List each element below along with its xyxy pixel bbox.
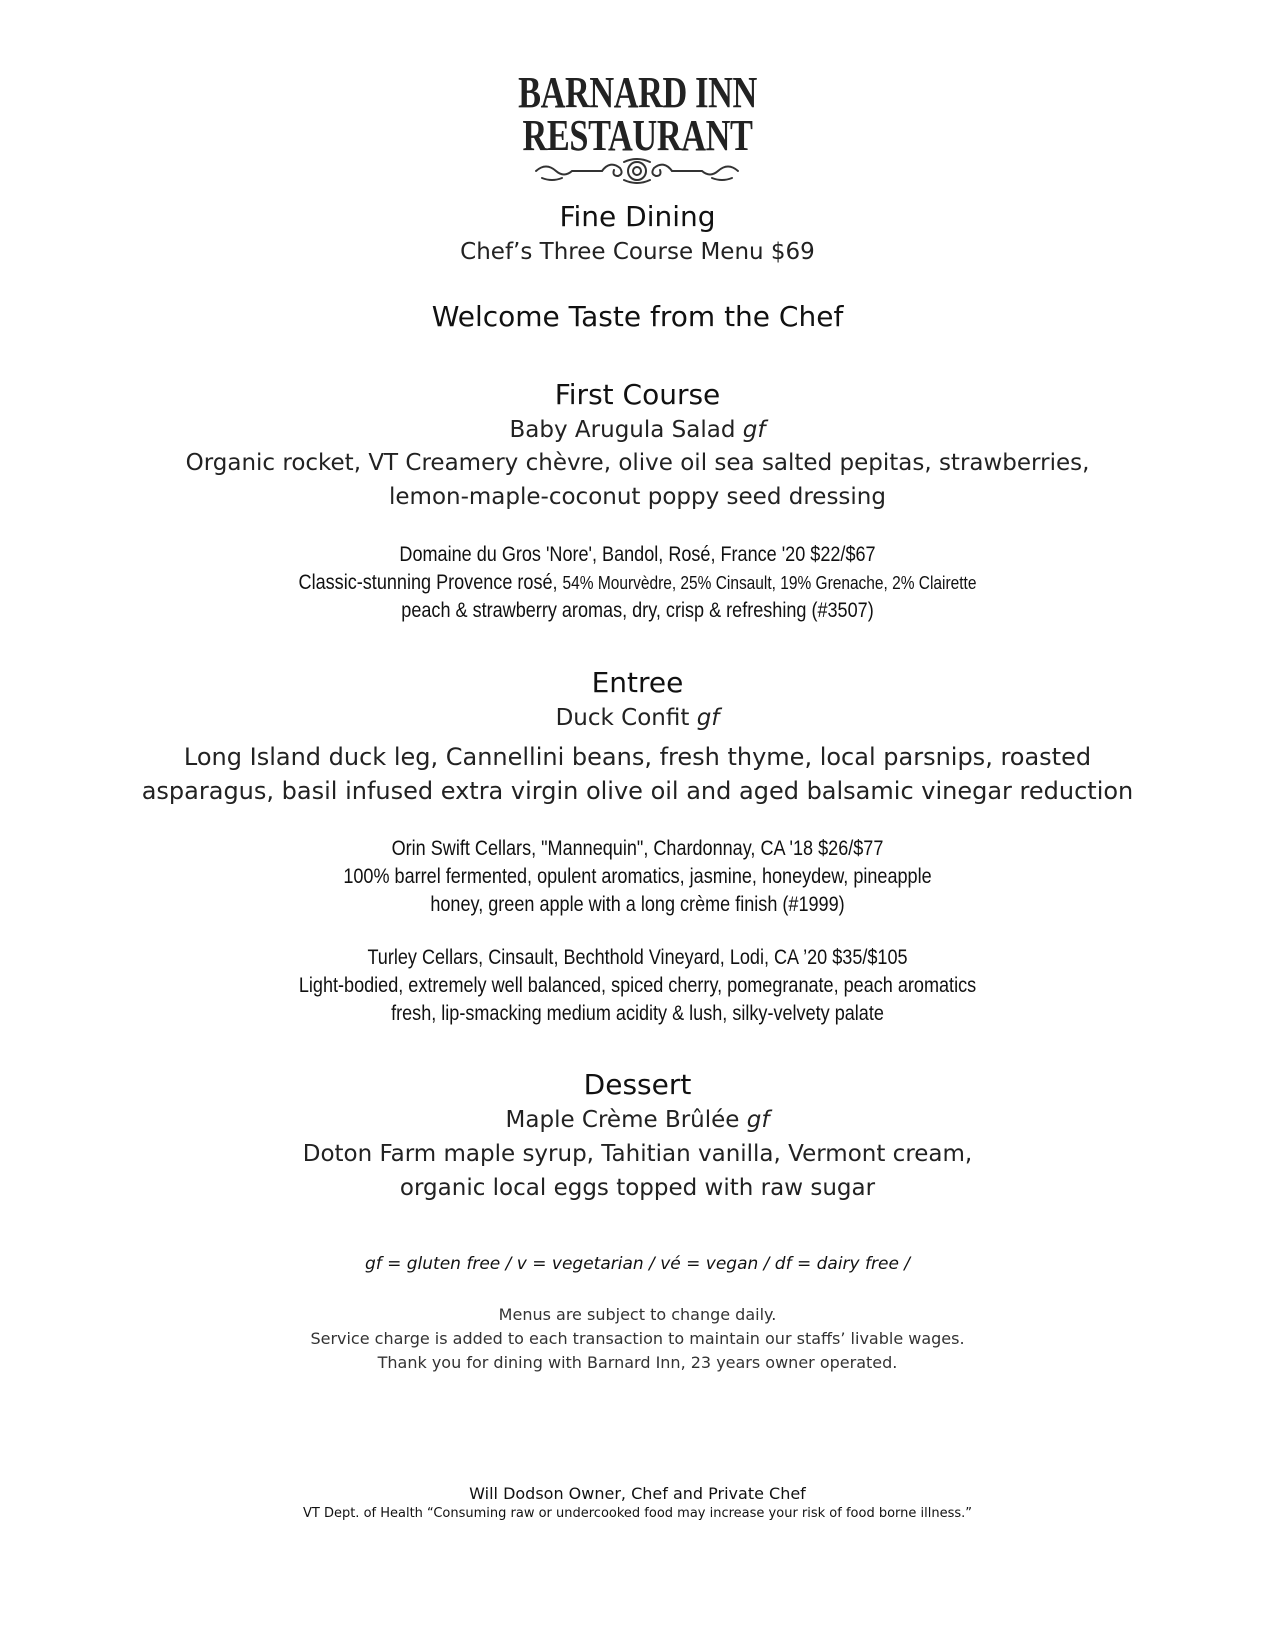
scroll-flourish-icon xyxy=(532,156,742,186)
page-title: Fine Dining xyxy=(559,200,716,233)
wine-cinsault-line-2: Light-bodied, extremely well balanced, spiced cherry, pomegranate, peach aromatics xyxy=(298,974,977,997)
wine-rose-line-3: peach & strawberry aromas, dry, crisp & refreshing (#3507) xyxy=(401,599,874,622)
entree-heading: Entree xyxy=(591,666,684,699)
dish-name: Maple Crème Brûlée xyxy=(505,1107,747,1133)
dessert-desc-1: Doton Farm maple syrup, Tahitian vanilla, Vermont cream, xyxy=(302,1141,973,1167)
first-course-desc-1: Organic rocket, VT Creamery chèvre, olive oil sea salted pepitas, strawberries, xyxy=(185,450,1090,476)
wine-chardonnay-line-1: Orin Swift Cellars, "Mannequin", Chardonnay, CA '18 $26/$77 xyxy=(391,837,884,860)
dish-tag: gf xyxy=(746,1107,770,1133)
dessert-dish xyxy=(0,1105,1275,1135)
dish-name: Duck Confit xyxy=(555,705,697,731)
wine-rose-note: Classic-stunning Provence rosé, xyxy=(298,571,563,594)
wine-cinsault-line-3: fresh, lip-smacking medium acidity & lush, silky-velvety palate xyxy=(391,1002,884,1025)
entree-desc-1: Long Island duck leg, Cannellini beans, fresh thyme, local parsnips, roasted xyxy=(183,743,1092,771)
note-line-2: Service charge is added to each transaction to maintain our staffs’ livable wages. xyxy=(310,1329,965,1348)
dish-tag: gf xyxy=(696,705,720,731)
entree-desc-2: asparagus, basil infused extra virgin olive oil and aged balsamic vinegar reduction xyxy=(141,777,1134,805)
wine-rose-line-1: Domaine du Gros 'Nore', Bandol, Rosé, France '20 $22/$67 xyxy=(399,543,876,566)
logo-line-1: BARNARD INN xyxy=(518,68,757,117)
note-line-1: Menus are subject to change daily. xyxy=(498,1305,777,1324)
note-line-3: Thank you for dining with Barnard Inn, 23 years owner operated. xyxy=(377,1353,898,1372)
dessert-heading: Dessert xyxy=(583,1068,692,1101)
dish-name: Baby Arugula Salad xyxy=(509,417,743,443)
wine-cinsault-line-1: Turley Cellars, Cinsault, Bechthold Vineyard, Lodi, CA ’20 $35/$105 xyxy=(367,946,908,969)
dietary-legend: gf = gluten free / v = vegetarian / vé = vegan / df = dairy free / xyxy=(364,1254,911,1274)
wine-rose-line-2 xyxy=(89,568,1186,598)
welcome-heading: Welcome Taste from the Chef xyxy=(431,300,844,333)
first-course-dish xyxy=(0,415,1275,445)
entree-dish xyxy=(0,703,1275,733)
first-course-desc-2: lemon-maple-coconut poppy seed dressing xyxy=(389,484,886,510)
first-course-heading: First Course xyxy=(554,378,721,411)
wine-chardonnay-line-2: 100% barrel fermented, opulent aromatics, jasmine, honeydew, pineapple xyxy=(343,865,932,888)
dessert-desc-2: organic local eggs topped with raw sugar xyxy=(399,1175,876,1201)
health-disclaimer: VT Dept. of Health “Consuming raw or undercooked food may increase your risk of food borne illness.” xyxy=(302,1506,973,1521)
dish-tag: gf xyxy=(742,417,766,443)
logo-line-2: RESTAURANT xyxy=(522,111,753,160)
wine-chardonnay-line-3: honey, green apple with a long crème finish (#1999) xyxy=(430,893,845,916)
page-subtitle: Chef’s Three Course Menu $69 xyxy=(460,239,815,265)
wine-rose-blend: 54% Mourvèdre, 25% Cinsault, 19% Grenache, 2% Clairette xyxy=(562,573,977,593)
owner-signature: Will Dodson Owner, Chef and Private Chef xyxy=(469,1484,806,1503)
